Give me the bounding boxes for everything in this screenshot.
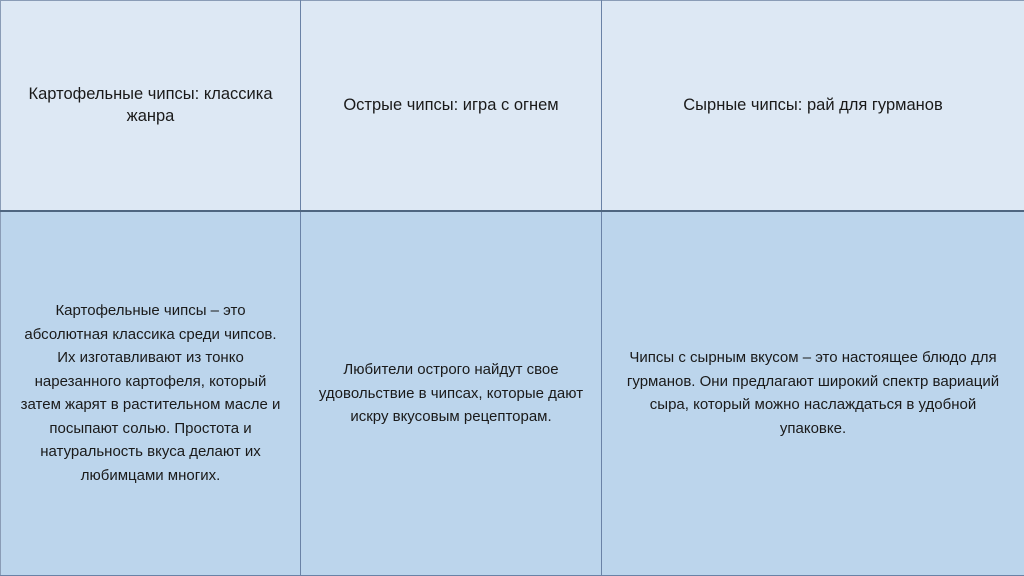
cell-text: Картофельные чипсы – это абсолютная классика среди чипсов. Их изготавливают из тонко нарезанного картофеля, который затем жарят в растительном масле и посыпают солью. Простота и натуральность вкуса делают их любимцами многих. (20, 302, 281, 484)
header-cell-cheese-chips (602, 1, 1024, 211)
header-text: Сырные чипсы: рай для гурманов (683, 96, 943, 115)
header-cell-spicy-chips (301, 1, 602, 211)
table-header-row (1, 1, 1024, 211)
body-cell-cheese-chips (602, 211, 1024, 576)
table-row (1, 211, 1024, 576)
header-text: Картофельные чипсы: классика жанра (28, 85, 273, 126)
body-cell-spicy-chips (301, 211, 602, 576)
cell-text: Чипсы с сырным вкусом – это настоящее блюдо для гурманов. Они предлагают широкий спектр вариаций сыра, который можно наслаждаться в удобной упаковке. (626, 349, 1000, 437)
body-cell-potato-chips (1, 211, 301, 576)
header-cell-potato-chips (1, 1, 301, 211)
header-text: Острые чипсы: игра с огнем (343, 96, 559, 115)
cell-text: Любители острого найдут свое удовольствие в чипсах, которые дают искру вкусовым рецепторам. (318, 361, 584, 425)
